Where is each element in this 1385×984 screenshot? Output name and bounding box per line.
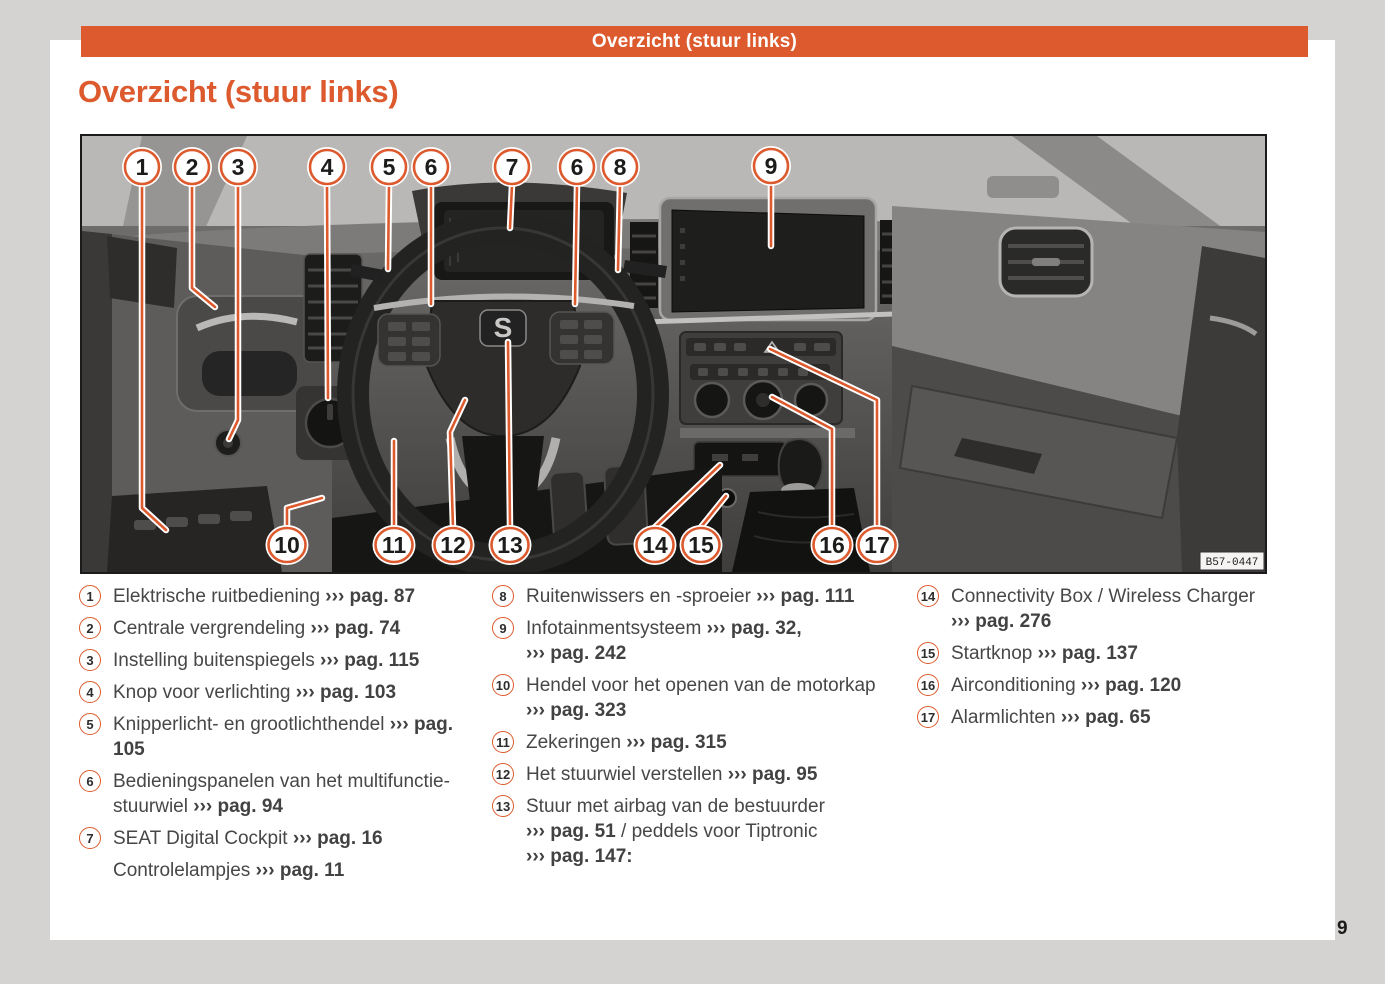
legend-item-text — [526, 584, 884, 609]
callout-3 — [218, 147, 258, 187]
legend-label: Elektrische ruitbediening — [113, 586, 326, 607]
page-reference: ››› pag. 32, — [706, 618, 802, 639]
page-reference: ››› pag. 16 — [292, 828, 383, 849]
legend-item-number: 3 — [79, 649, 101, 671]
callout-13 — [489, 525, 532, 565]
legend-label: Infotainmentsysteem — [526, 618, 707, 639]
page-reference: ››› pag. 242 — [526, 643, 627, 664]
legend-item — [917, 705, 1317, 730]
callout-number: 13 — [497, 532, 523, 558]
legend-item-number: 2 — [79, 617, 101, 639]
legend-item — [917, 673, 1317, 698]
legend-label: Ruitenwissers en -sproeier — [526, 586, 757, 607]
legend-item-number: 13 — [492, 795, 514, 817]
legend-item-text — [113, 616, 481, 641]
callout-6 — [557, 147, 597, 187]
legend-item-text — [113, 769, 481, 819]
callout-number: 1 — [135, 154, 149, 180]
legend-item — [79, 680, 481, 705]
legend-label: Knop voor verlichting — [113, 682, 296, 703]
callout-number: 16 — [819, 532, 845, 558]
legend-item-number: 9 — [492, 617, 514, 639]
legend-item — [79, 616, 481, 641]
callout-17 — [856, 525, 899, 565]
legend-item-number: 6 — [79, 770, 101, 792]
legend-item-number: 14 — [917, 585, 939, 607]
running-header-title: Overzicht (stuur links) — [591, 30, 798, 52]
leader-line-casing — [142, 185, 166, 530]
callout-number: 12 — [440, 532, 466, 558]
page-reference: ››› pag. 147: — [526, 846, 633, 867]
callout-number: 6 — [570, 154, 584, 180]
callout-number: 9 — [764, 153, 778, 179]
page-reference: ››› pag. 87 — [325, 586, 416, 607]
legend-item-number: 4 — [79, 681, 101, 703]
legend-item — [492, 762, 884, 787]
page-title: Overzicht (stuur links) — [78, 74, 399, 109]
legend-label: Knipperlicht- en grootlichthendel — [113, 714, 390, 735]
callout-1 — [122, 147, 162, 187]
legend-label: Zekeringen — [526, 732, 627, 753]
callout-7 — [492, 147, 532, 187]
legend-item-text — [113, 648, 481, 673]
legend-column — [79, 584, 481, 890]
leader-line-casing — [772, 397, 832, 527]
callout-4 — [307, 147, 347, 187]
legend-item — [492, 584, 884, 609]
legend-item-number: 1 — [79, 585, 101, 607]
legend-item-number: 10 — [492, 674, 514, 696]
page-reference: ››› pag. 74 — [310, 618, 401, 639]
running-header-bar — [81, 26, 1308, 57]
page-reference: ››› pag. 120 — [1080, 675, 1182, 696]
legend-item — [917, 584, 1317, 634]
callout-12 — [432, 525, 475, 565]
legend-item — [492, 616, 884, 666]
legend-item-number: 15 — [917, 642, 939, 664]
legend-item — [917, 641, 1317, 666]
page-reference: ››› pag. 65 — [1060, 707, 1151, 728]
legend-item — [79, 858, 481, 883]
legend-item-number: 17 — [917, 706, 939, 728]
legend-item-text — [113, 712, 481, 762]
callout-5 — [369, 147, 409, 187]
leader-line — [770, 349, 877, 527]
callout-2 — [172, 147, 212, 187]
page-reference: ››› pag. 137 — [1037, 643, 1138, 664]
callout-16 — [811, 525, 854, 565]
leader-line — [701, 496, 726, 527]
legend-item-number: 11 — [492, 731, 514, 753]
page-reference: ››› pag. 276 — [951, 611, 1052, 632]
legend-item-text — [113, 680, 481, 705]
callout-number: 11 — [381, 532, 407, 558]
legend-item-text — [526, 616, 884, 666]
leader-line — [388, 185, 389, 269]
callout-number: 2 — [185, 154, 199, 180]
legend-label: Alarmlichten — [951, 707, 1061, 728]
callout-overlay — [82, 136, 1265, 572]
legend-item-text — [113, 858, 481, 883]
page-reference: ››› pag. 115 — [320, 650, 420, 671]
legend-item — [492, 673, 884, 723]
legend-item — [492, 794, 884, 869]
callout-9 — [751, 146, 791, 186]
callout-15 — [680, 525, 723, 565]
legend-item-number: 8 — [492, 585, 514, 607]
legend-item-text — [526, 794, 884, 869]
legend-item-text — [113, 584, 481, 609]
legend-item-text — [951, 705, 1317, 730]
page-reference: ››› pag. 103 — [295, 682, 397, 703]
legend-item — [79, 648, 481, 673]
leader-line-casing — [229, 185, 238, 439]
legend-label: Connectivity Box / Wireless Charger — [951, 586, 1256, 607]
leader-line — [450, 400, 465, 527]
legend-item-text — [526, 762, 884, 787]
legend-label: Startknop — [951, 643, 1038, 664]
page-reference: ››› pag. 323 — [526, 700, 627, 721]
legend-item-number-blank — [79, 859, 101, 881]
callout-number: 10 — [274, 532, 300, 558]
callout-number: 5 — [382, 154, 396, 180]
page-number: 9 — [1337, 918, 1348, 939]
legend-item — [79, 826, 481, 851]
callout-8 — [600, 147, 640, 187]
legend-label: Stuur met airbag van de bestuurder — [526, 796, 825, 817]
page-reference: ››› pag. 111 — [756, 586, 855, 607]
callout-number: 4 — [320, 154, 334, 180]
legend-label: stuurwiel — [113, 796, 194, 817]
legend-item-text — [951, 641, 1317, 666]
leader-line — [327, 185, 328, 398]
figure-code-text: B57-0447 — [1205, 557, 1259, 569]
legend-item-number: 16 — [917, 674, 939, 696]
page-reference: ››› pag. 51 — [526, 821, 616, 842]
callout-14 — [634, 525, 677, 565]
legend-label: / peddels voor Tiptronic — [615, 821, 818, 842]
svg-text:S: S — [493, 312, 513, 343]
legend-item-text — [113, 826, 481, 851]
page-reference: 105 — [113, 739, 145, 760]
legend-column — [917, 584, 1317, 737]
callout-11 — [373, 525, 416, 565]
page-reference: ››› pag. 315 — [626, 732, 727, 753]
legend-label: Controlelampjes — [113, 860, 256, 881]
page-reference: ››› pag. 95 — [727, 764, 818, 785]
legend-item-text — [951, 584, 1317, 634]
leader-line — [142, 185, 166, 530]
callout-number: 15 — [688, 532, 714, 558]
legend-item — [492, 730, 884, 755]
legend-column — [492, 584, 884, 876]
callout-10 — [266, 525, 309, 565]
dashboard-figure — [80, 134, 1267, 574]
legend-item-number: 7 — [79, 827, 101, 849]
legend-item-number: 12 — [492, 763, 514, 785]
legend-item — [79, 584, 481, 609]
legend-item-text — [526, 673, 884, 723]
page-reference: ››› pag. — [389, 714, 454, 735]
callout-number: 14 — [642, 532, 668, 558]
legend-label: Bedieningspanelen van het multifunctie- — [113, 771, 450, 792]
legend-item-number: 5 — [79, 713, 101, 735]
legend-label: Centrale vergrendeling — [113, 618, 311, 639]
callout-6 — [411, 147, 451, 187]
page-reference: ››› pag. 94 — [193, 796, 283, 817]
legend-item — [79, 769, 481, 819]
legend-label: SEAT Digital Cockpit — [113, 828, 293, 849]
callout-number: 8 — [613, 154, 627, 180]
legend-item-text — [526, 730, 884, 755]
legend-label: Het stuurwiel verstellen — [526, 764, 728, 785]
legend-label: Instelling buitenspiegels — [113, 650, 321, 671]
legend-item — [79, 712, 481, 762]
callout-number: 6 — [424, 154, 438, 180]
callout-number: 3 — [231, 154, 245, 180]
legend-label: Airconditioning — [951, 675, 1081, 696]
leader-line-casing — [192, 185, 215, 307]
callout-number: 7 — [505, 154, 519, 180]
legend-item-text — [951, 673, 1317, 698]
legend-label: Hendel voor het openen van de motorkap — [526, 675, 876, 696]
page-reference: ››› pag. 11 — [255, 860, 345, 881]
callout-number: 17 — [864, 532, 890, 558]
